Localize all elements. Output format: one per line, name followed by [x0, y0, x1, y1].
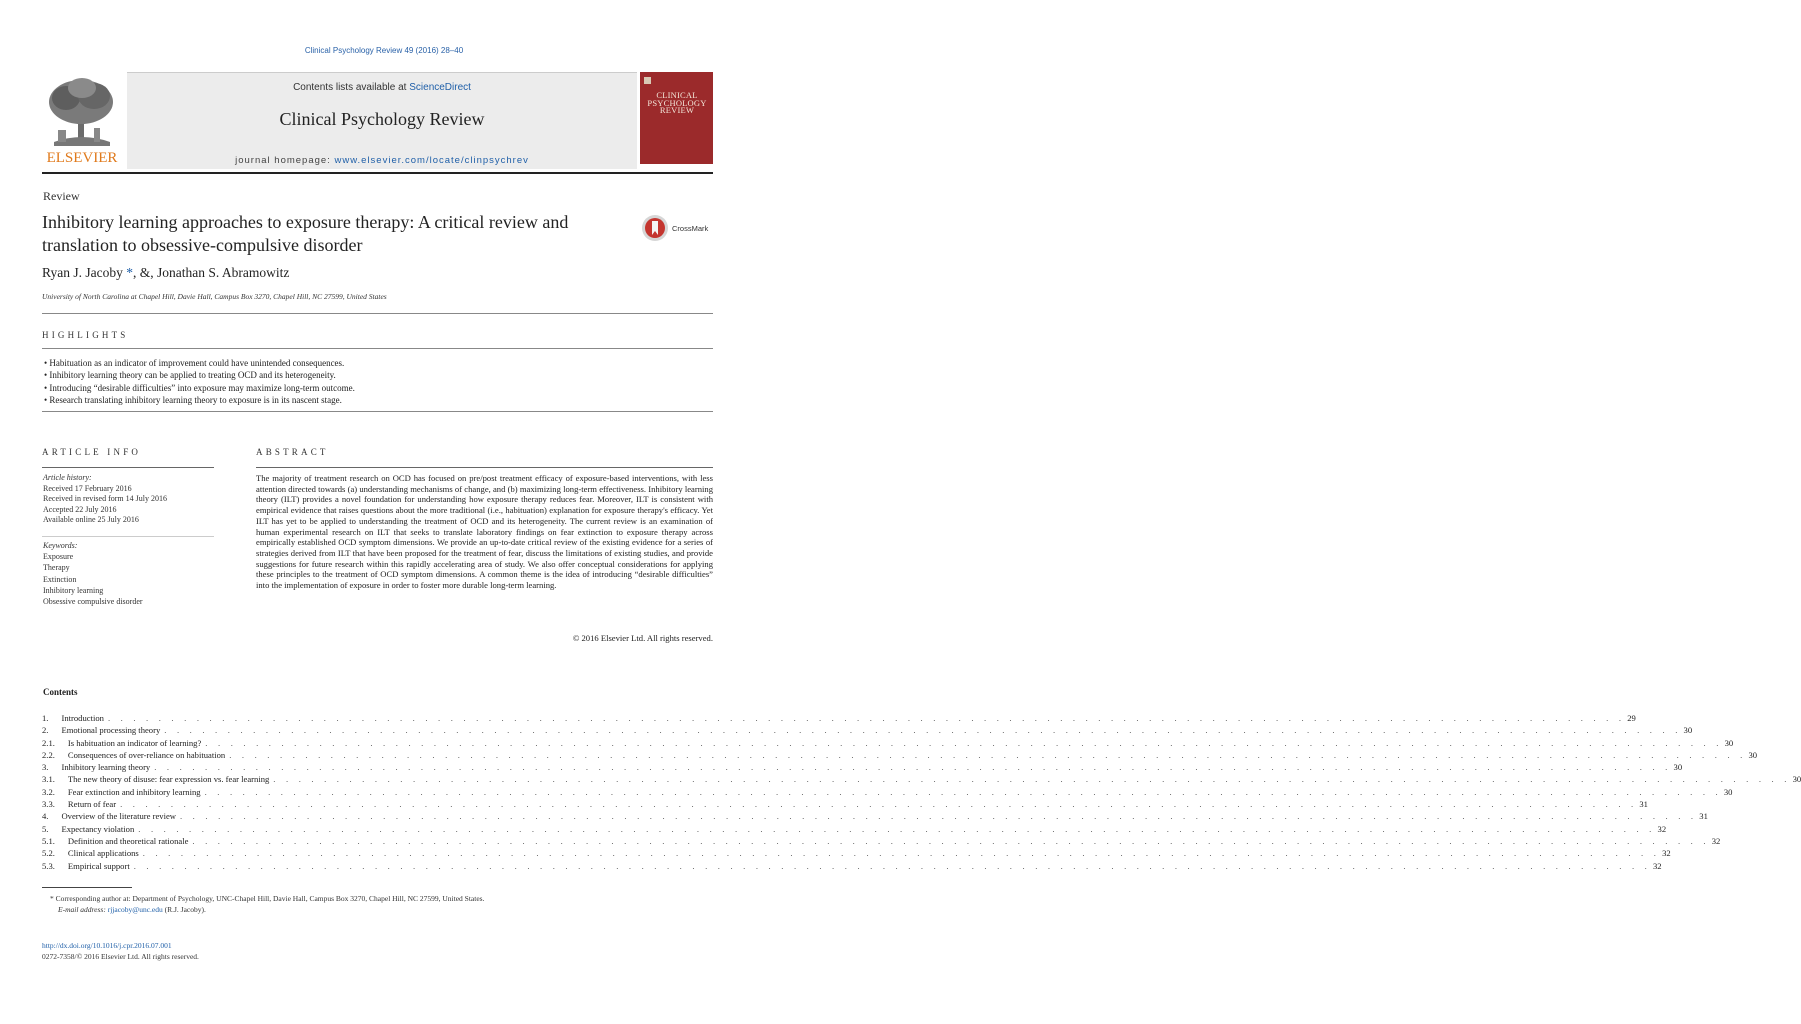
email-owner: (R.J. Jacoby). — [162, 905, 206, 914]
journal-reference[interactable]: Clinical Psychology Review 49 (2016) 28–40 — [304, 46, 464, 55]
article-history — [43, 473, 167, 526]
cover-title-line: CLINICAL — [656, 90, 698, 100]
toc-page[interactable]: 30 — [1724, 737, 1734, 748]
toc-number: 3.2. — [42, 786, 55, 797]
toc-label[interactable]: Clinical applications — [68, 847, 143, 859]
article-type: Review — [43, 189, 80, 203]
toc-entry[interactable] — [42, 737, 1734, 749]
toc-leader: . . . . . . . . . . . . . . . . . . . . . . . . . . . . . . . . . . . . . . . . . . . . . . . . . . . . . . . . . . . . . . . . . . . . . . . . . . . . . . . . . . . . . . . . . . . . . . . . . . . . . . . . . . . . . . . . . . . . . . . . — [107, 713, 1626, 723]
email-label: E-mail address: — [58, 905, 108, 914]
toc-leader: . . . . . . . . . . . . . . . . . . . . . . . . . . . . . . . . . . . . . . . . . . . . . . . . . . . . . . . . . . . . . . . . . . . . . . . . . . . . . . . . . . . . . . . . . . . . . . . . . . . . . . . . . . . . . . . . . . . . . . . . — [192, 835, 1710, 846]
toc-leader: . . . . . . . . . . . . . . . . . . . . . . . . . . . . . . . . . . . . . . . . . . . . . . . . . . . . . . . . . . . . . . . . . . . . . . . . . . . . . . . . . . . . . . . . . . . . . . . . . . . . . . . . . . . . . . . . . . . . . . . . — [205, 737, 1723, 748]
highlight-item: • Habituation as an indicator of improvement could have unintended consequences. — [44, 358, 345, 368]
toc-page[interactable]: 32 — [1657, 823, 1667, 834]
toc-entry[interactable] — [42, 860, 1662, 872]
toc-page[interactable]: 31 — [1639, 799, 1648, 810]
elsevier-tree-icon — [42, 72, 122, 166]
footnote-text: Corresponding author at: Department of Psychology, UNC-Chapel Hill, Davie Hall, Campus Box 3270, Chapel Hill, NC 27599, United States. — [53, 894, 485, 903]
toc-leader: . . . . . . . . . . . . . . . . . . . . . . . . . . . . . . . . . . . . . . . . . . . . . . . . . . . . . . . . . . . . . . . . . . . . . . . . . . . . . . . . . . . . . . . . . . . . . . . . . . . . . . . . . . . . . . . . . . . . . . . . — [164, 725, 1682, 736]
divider — [42, 467, 214, 468]
abstract-heading: ABSTRACT — [256, 447, 329, 457]
corresponding-author-mark[interactable]: * — [126, 265, 133, 280]
cover-emblem-icon — [644, 77, 651, 84]
toc-entry[interactable] — [42, 823, 1667, 835]
article-history-label: Article history: — [43, 473, 92, 482]
keyword[interactable]: Obsessive compulsive disorder — [43, 597, 143, 607]
footnote-rule — [42, 887, 132, 888]
toc-entry[interactable] — [42, 847, 1671, 859]
toc-leader: . . . . . . . . . . . . . . . . . . . . . . . . . . . . . . . . . . . . . . . . . . . . . . . . . . . . . . . . . . . . . . . . . . . . . . . . . . . . . . . . . . . . . . . . . . . . . . . . . . . . . . . . . . . . . . . . . . . . . . . . — [229, 749, 1747, 760]
toc-leader: . . . . . . . . . . . . . . . . . . . . . . . . . . . . . . . . . . . . . . . . . . . . . . . . . . . . . . . . . . . . . . . . . . . . . . . . . . . . . . . . . . . . . . . . . . . . . . . . . . . . . . . . . . . . . . . . . . . . . . . . — [154, 762, 1672, 773]
toc-number: 5.2. — [42, 848, 55, 859]
toc-entry[interactable] — [42, 786, 1733, 798]
toc-entry[interactable] — [42, 749, 1758, 761]
toc-page[interactable]: 30 — [1748, 749, 1758, 760]
divider — [256, 467, 713, 468]
toc-leader: . . . . . . . . . . . . . . . . . . . . . . . . . . . . . . . . . . . . . . . . . . . . . . . . . . . . . . . . . . . . . . . . . . . . . . . . . . . . . . . . . . . . . . . . . . . . . . . . . . . . . . . . . . . . . . . . . . . . . . . . — [138, 823, 1656, 834]
author-name[interactable]: Jonathan S. Abramowitz — [156, 265, 290, 280]
homepage-label: journal homepage: — [235, 155, 335, 166]
elsevier-logo[interactable] — [42, 72, 122, 166]
toc-page[interactable]: 30 — [1792, 774, 1801, 785]
copyright: © 2016 Elsevier Ltd. All rights reserved. — [572, 633, 713, 643]
crossmark-icon — [641, 214, 671, 242]
sciencedirect-link[interactable]: ScienceDirect — [409, 82, 471, 93]
toc-label[interactable]: Inhibitory learning theory — [61, 761, 154, 773]
highlight-item: • Introducing “desirable difficulties” into exposure may maximize long-term outcome. — [44, 382, 355, 393]
email-link[interactable]: rjjacoby@unc.edu — [107, 905, 163, 914]
toc-page[interactable]: 32 — [1662, 848, 1671, 859]
history-entry: Accepted 22 July 2016 — [43, 504, 117, 514]
divider — [42, 348, 713, 349]
cover-title — [646, 92, 708, 115]
masthead — [42, 72, 713, 168]
toc-entry[interactable] — [42, 761, 1683, 773]
cover-title-line: REVIEW — [659, 105, 695, 115]
toc-label[interactable]: Consequences of over-reliance on habituation — [68, 749, 229, 761]
crossmark-badge[interactable] — [641, 214, 716, 242]
toc-leader: . . . . . . . . . . . . . . . . . . . . . . . . . . . . . . . . . . . . . . . . . . . . . . . . . . . . . . . . . . . . . . . . . . . . . . . . . . . . . . . . . . . . . . . . . . . . . . . . . . . . . . . . . . . . . . . . . . . . . . . . — [273, 774, 1791, 785]
affiliation: University of North Carolina at Chapel Hill, Davie Hall, Campus Box 3270, Chapel Hill, NC 27599, United States — [42, 292, 387, 301]
toc-number: 2.1. — [42, 737, 55, 748]
toc-page[interactable]: 29 — [1627, 713, 1636, 723]
footnote-mark: * — [50, 894, 54, 903]
toc-entry[interactable] — [42, 798, 1648, 810]
keyword[interactable]: Extinction — [43, 574, 77, 584]
journal-header-box — [127, 72, 637, 169]
toc-leader: . . . . . . . . . . . . . . . . . . . . . . . . . . . . . . . . . . . . . . . . . . . . . . . . . . . . . . . . . . . . . . . . . . . . . . . . . . . . . . . . . . . . . . . . . . . . . . . . . . . . . . . . . . . . . . . . . . . . . . . . — [133, 860, 1651, 871]
history-entry: Received 17 February 2016 — [43, 483, 132, 493]
toc-page[interactable]: 30 — [1723, 786, 1733, 797]
toc-label[interactable]: Is habituation an indicator of learning? — [68, 737, 205, 749]
toc-number: 3.3. — [42, 799, 55, 810]
highlight-item: • Research translating inhibitory learning theory to exposure is in its nascent stage. — [44, 394, 342, 405]
article-title: Inhibitory learning approaches to exposure therapy: A critical review and translation to obsessive-compulsive disorder — [42, 212, 569, 255]
toc-page[interactable]: 32 — [1653, 860, 1662, 871]
history-entry: Available online 25 July 2016 — [43, 515, 139, 525]
doi-block — [42, 940, 199, 962]
toc-number: 5.1. — [42, 835, 55, 846]
toc-number: 3. — [42, 762, 49, 773]
toc-number: 4. — [42, 811, 49, 822]
highlights-heading: HIGHLIGHTS — [42, 330, 129, 340]
divider — [42, 411, 713, 412]
toc-leader: . . . . . . . . . . . . . . . . . . . . . . . . . . . . . . . . . . . . . . . . . . . . . . . . . . . . . . . . . . . . . . . . . . . . . . . . . . . . . . . . . . . . . . . . . . . . . . . . . . . . . . . . . . . . . . . . . . . . . . . . — [142, 848, 1661, 859]
publisher-wordmark: ELSEVIER — [46, 150, 118, 166]
toc-label[interactable]: The new theory of disuse: fear expression vs. fear learning — [68, 773, 273, 785]
toc-label[interactable]: Empirical support — [68, 860, 134, 872]
toc-leader: . . . . . . . . . . . . . . . . . . . . . . . . . . . . . . . . . . . . . . . . . . . . . . . . . . . . . . . . . . . . . . . . . . . . . . . . . . . . . . . . . . . . . . . . . . . . . . . . . . . . . . . . . . . . . . . . . . . . . . . . — [179, 811, 1698, 822]
author-list — [42, 265, 289, 281]
author-name[interactable]: Ryan J. Jacoby — [42, 265, 123, 280]
contents-heading: Contents — [43, 687, 78, 697]
highlight-item: • Inhibitory learning theory can be applied to treating OCD and its heterogeneity. — [44, 370, 336, 381]
contents-available-text: Contents lists available at — [293, 82, 410, 93]
toc-page[interactable]: 30 — [1683, 725, 1693, 736]
toc-page[interactable]: 32 — [1711, 835, 1721, 846]
journal-homepage — [127, 155, 637, 166]
keywords-label: Keywords: — [43, 541, 78, 550]
keyword[interactable]: Exposure — [43, 552, 74, 562]
journal-name: Clinical Psychology Review — [279, 109, 485, 129]
toc-label[interactable]: Overview of the literature review — [61, 810, 180, 822]
crossmark-label: CrossMark — [672, 224, 709, 233]
toc-number: 3.1. — [42, 774, 55, 785]
article-info-heading: ARTICLE INFO — [42, 447, 142, 457]
toc-entry[interactable] — [42, 810, 1708, 822]
journal-cover[interactable] — [640, 72, 713, 164]
toc-label[interactable]: Return of fear — [68, 798, 120, 810]
keyword[interactable]: Therapy — [43, 563, 70, 573]
homepage-link[interactable]: www.elsevier.com/locate/clinpsychrev — [334, 155, 529, 166]
toc-leader: . . . . . . . . . . . . . . . . . . . . . . . . . . . . . . . . . . . . . . . . . . . . . . . . . . . . . . . . . . . . . . . . . . . . . . . . . . . . . . . . . . . . . . . . . . . . . . . . . . . . . . . . . . . . . . . . . . . . . . . . — [204, 786, 1722, 797]
footnote — [50, 893, 484, 915]
toc-number: 2.2. — [42, 749, 55, 760]
toc-number: 1. — [42, 713, 49, 723]
highlights-list — [44, 357, 704, 406]
issn-line: 0272-7358/© 2016 Elsevier Ltd. All rights reserved. — [42, 952, 199, 961]
toc-entry[interactable] — [42, 835, 1721, 847]
table-of-contents — [42, 712, 1801, 872]
author-separator: , &, — [132, 265, 157, 280]
divider — [42, 536, 214, 537]
toc-label[interactable]: Expectancy violation — [61, 823, 138, 835]
toc-leader: . . . . . . . . . . . . . . . . . . . . . . . . . . . . . . . . . . . . . . . . . . . . . . . . . . . . . . . . . . . . . . . . . . . . . . . . . . . . . . . . . . . . . . . . . . . . . . . . . . . . . . . . . . . . . . . . . . . . . . . . — [120, 799, 1638, 810]
header-rule — [42, 172, 713, 174]
toc-label[interactable]: Emotional processing theory — [61, 724, 164, 736]
toc-entry[interactable] — [42, 773, 1801, 785]
toc-page[interactable]: 30 — [1673, 762, 1683, 773]
abstract-text: The majority of treatment research on OCD has focused on pre/post treatment efficacy of exposure-based interventions, with less attention directed towards (a) understanding mechanisms of change, and (b) maximizing long-term effectiveness. Inhibitory learning theory (ILT) provides a novel foundation for understanding how exposure therapy reduces fear. Moreover, ILT is consistent with empirical evidence that raises questions about the more traditional (i.e., habituation) explanation for exposure therapy's efficacy. Yet ILT has yet to be applied to understanding the treatment of OCD and its heterogeneity. The current review is an examination of human experimental research on ILT that seeks to translate laboratory findings on fear extinction to exposure therapy across empirically established OCD symptom dimensions. We provide an up-to-date critical review of the existing evidence for a series of strategies derived from ILT that have been proposed for the treatment of fear, discuss the limitations of existing studies, and provide suggestions for future research within this rapidly accelerating area of study. We also offer conceptual considerations for applying these principles to the treatment of OCD symptom dimensions. A common theme is the idea of introducing “desirable difficulties” into the implementation of exposure in order to foster more durable long-term learning. — [256, 473, 713, 591]
toc-page[interactable]: 31 — [1699, 811, 1708, 822]
divider — [42, 313, 713, 314]
toc-label[interactable]: Definition and theoretical rationale — [68, 835, 193, 847]
keyword[interactable]: Inhibitory learning — [43, 585, 104, 595]
doi-link[interactable]: http://dx.doi.org/10.1016/j.cpr.2016.07.001 — [42, 941, 172, 950]
toc-label[interactable]: Introduction — [61, 712, 107, 724]
keywords — [43, 540, 143, 607]
toc-entry[interactable] — [42, 712, 1636, 724]
history-entry: Received in revised form 14 July 2016 — [43, 494, 167, 504]
contents-available — [127, 82, 637, 93]
toc-number: 5.3. — [42, 860, 55, 871]
cover-title-line: PSYCHOLOGY — [647, 97, 707, 108]
toc-number: 2. — [42, 725, 49, 736]
toc-entry[interactable] — [42, 724, 1693, 736]
toc-label[interactable]: Fear extinction and inhibitory learning — [68, 786, 205, 798]
toc-number: 5. — [42, 823, 49, 834]
